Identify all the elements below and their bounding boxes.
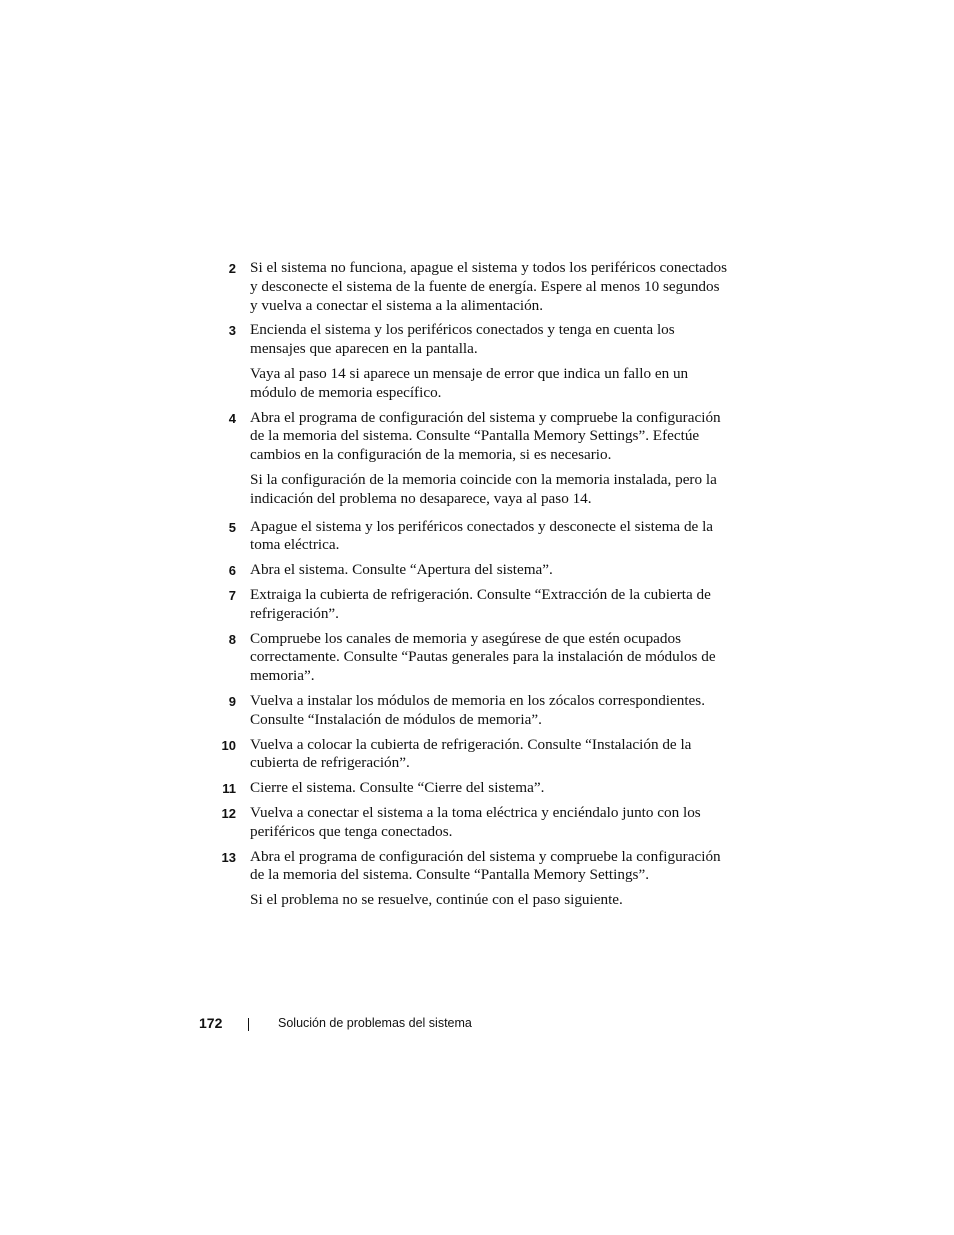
- step-text: Vuelva a colocar la cubierta de refrigeración. Consulte “Instalación de la cubierta de refrigeración”.: [250, 735, 692, 772]
- step-number: 5: [228, 519, 236, 535]
- step-text: Extraiga la cubierta de refrigeración. Consulte “Extracción de la cubierta de refrigeración”.: [250, 585, 711, 622]
- step-12: [210, 804, 730, 842]
- step-number: 7: [228, 587, 236, 603]
- step-text: Apague el sistema y los periféricos conectados y desconecte el sistema de la toma eléctrica.: [250, 517, 714, 554]
- step-number: 4: [228, 410, 236, 426]
- step-11: [210, 779, 730, 798]
- step-text: Abra el sistema. Consulte “Apertura del sistema”.: [250, 561, 553, 579]
- page-number: 172: [199, 1015, 223, 1031]
- step-number: 8: [228, 631, 236, 647]
- step-5: [210, 518, 730, 556]
- step-number: 13: [221, 849, 236, 865]
- step-4: [210, 409, 730, 509]
- step-text: Vuelva a instalar los módulos de memoria en los zócalos correspondientes. Consulte “Instalación de módulos de memoria”.: [250, 691, 706, 728]
- procedure-steps: [210, 259, 730, 916]
- step-number: 6: [228, 563, 236, 579]
- step-note: Si la configuración de la memoria coincide con la memoria instalada, pero la indicación del problema no desaparece, vaya al paso 14.: [250, 470, 717, 507]
- step-text: Cierre el sistema. Consulte “Cierre del sistema”.: [250, 779, 545, 797]
- step-number: 12: [221, 805, 236, 821]
- step-text: Vuelva a conectar el sistema a la toma eléctrica y enciéndalo junto con los periféricos que tenga conectados.: [250, 803, 701, 840]
- step-text: Encienda el sistema y los periféricos conectados y tenga en cuenta los mensajes que aparecen en la pantalla.: [250, 321, 675, 358]
- step-9: [210, 692, 730, 730]
- step-text: Si el sistema no funciona, apague el sistema y todos los periféricos conectados y desconecte el sistema de la fuente de energía. Espere al menos 10 segundos y vuelva a conectar el sistema a la alimentación.: [250, 259, 728, 314]
- step-number: 2: [228, 261, 236, 276]
- step-note: Vaya al paso 14 si aparece un mensaje de error que indica un fallo en un módulo de memoria específico.: [250, 364, 689, 401]
- step-text: Abra el programa de configuración del sistema y compruebe la configuración de la memoria del sistema. Consulte “Pantalla Memory Settings”. Efectúe cambios en la configuración de la memoria, si es necesario.: [250, 408, 721, 464]
- page-footer: [0, 1015, 954, 1035]
- step-6: [210, 561, 730, 580]
- footer-section-title: Solución de problemas del sistema: [278, 1016, 472, 1030]
- footer-divider: [248, 1018, 249, 1031]
- step-number: 10: [221, 737, 236, 753]
- step-13: [210, 848, 730, 910]
- step-text: Compruebe los canales de memoria y asegúrese de que estén ocupados correctamente. Consulte “Pautas generales para la instalación de módulos de memoria”.: [250, 629, 716, 685]
- step-7: [210, 586, 730, 624]
- step-number: 9: [228, 693, 236, 709]
- step-8: [210, 630, 730, 686]
- step-number: 3: [228, 323, 236, 339]
- step-10: [210, 736, 730, 774]
- step-2: [210, 259, 730, 315]
- step-number: 11: [222, 781, 236, 797]
- step-note: Si el problema no se resuelve, continúe con el paso siguiente.: [250, 891, 623, 909]
- step-text: Abra el programa de configuración del sistema y compruebe la configuración de la memoria del sistema. Consulte “Pantalla Memory Settings”.: [250, 847, 721, 884]
- step-3: [210, 321, 730, 402]
